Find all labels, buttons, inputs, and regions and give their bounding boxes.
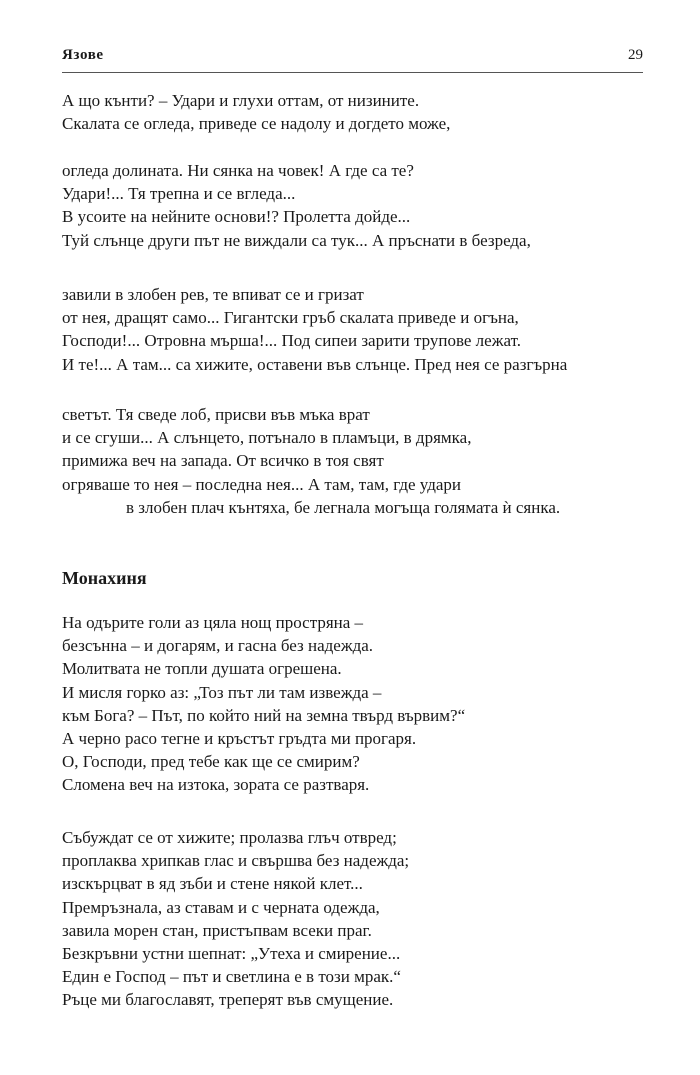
verse-line: завила морен стан, пристъпвам всеки праг.: [62, 920, 372, 940]
verse-line: В усоите на нейните основи!? Пролетта дойде...: [62, 207, 411, 227]
verse-line: Ръце ми благославят, треперят във смущение.: [62, 990, 394, 1010]
verse-line: Сломена веч на изтока, зората се разтваря.: [62, 775, 370, 795]
verse-line: И те!... А там... са хижите, оставени във слънце. Пред нея се разгърна: [62, 354, 568, 374]
verse-line: и се сгуши... А слънцето, потънало в пламъци, в дрямка,: [62, 428, 472, 448]
verse-line: в злобен плач кънтяха, бе легнала могъща голямата ѝ сянка.: [126, 497, 561, 517]
poem2-stanza1: [62, 611, 662, 797]
verse-line: от нея, дращят само... Гигантски гръб скалата приведе и огъна,: [62, 308, 519, 328]
verse-line: към Бога? – Път, по който ний на земна твърд вървим?“: [62, 705, 466, 725]
verse-line: Събуждат се от хижите; пролазва глъч отвред;: [62, 828, 397, 847]
verse-line: Един е Господ – път и светлина е в този мрак.“: [62, 967, 401, 987]
verse-line: О, Господи, пред тебе как ще се смирим?: [62, 752, 360, 772]
verse-line: изскърцват в яд зъби и стене някой клет...: [62, 874, 363, 894]
verse-line: Премръзнала, аз ставам и с черната одежда,: [62, 897, 380, 917]
running-head: Язове: [62, 47, 104, 63]
verse-line: Удари!... Тя трепна и се вгледа...: [62, 184, 296, 204]
poem2-stanza2: [62, 826, 662, 1012]
poem1-stanza3: [62, 283, 662, 376]
verse-line: безсънна – и догарям, и гасна без надежда.: [62, 636, 374, 656]
page-number: 29: [628, 47, 643, 63]
poem1-stanza1: [62, 89, 662, 135]
verse-line: завили в злобен рев, те впиват се и гризат: [62, 285, 364, 304]
verse-line: На одърите голи аз цяла нощ простряна –: [62, 613, 364, 632]
poem1-stanza4: [62, 403, 662, 519]
verse-line: И мисля горко аз: „Тоз път ли там извежда –: [62, 682, 382, 702]
verse-line: Господи!... Отровна мърша!... Под сипеи зарити трупове лежат.: [62, 331, 521, 351]
poem-title: Монахиня: [62, 568, 147, 588]
verse-line: светът. Тя сведе лоб, присви във мъка врат: [62, 405, 370, 424]
poem1-stanza2: [62, 159, 662, 252]
header-rule: [62, 72, 643, 73]
verse-line: проплаква хрипкав глас и свършва без надежда;: [62, 851, 410, 871]
verse-line: Безкръвни устни шепнат: „Утеха и смирение...: [62, 943, 401, 963]
verse-line: А черно расо тегне и кръстът гръдта ми прогаря.: [62, 728, 417, 748]
verse-line: Молитвата не топли душата огрешена.: [62, 659, 342, 679]
verse-line: примижа веч на запада. От всичко в тоя свят: [62, 451, 384, 471]
verse-line: огряваше то нея – последна нея... А там, там, где удари: [62, 474, 462, 494]
verse-line: Скалата се огледа, приведе се надолу и догдето може,: [62, 114, 451, 134]
verse-line: А що кънти? – Удари и глухи оттам, от низините.: [62, 91, 420, 110]
verse-line: Туй слънце други път не виждали са тук... А пръснати в безреда,: [62, 230, 531, 250]
verse-line: огледа долината. Ни сянка на човек! А где са те?: [62, 161, 414, 180]
